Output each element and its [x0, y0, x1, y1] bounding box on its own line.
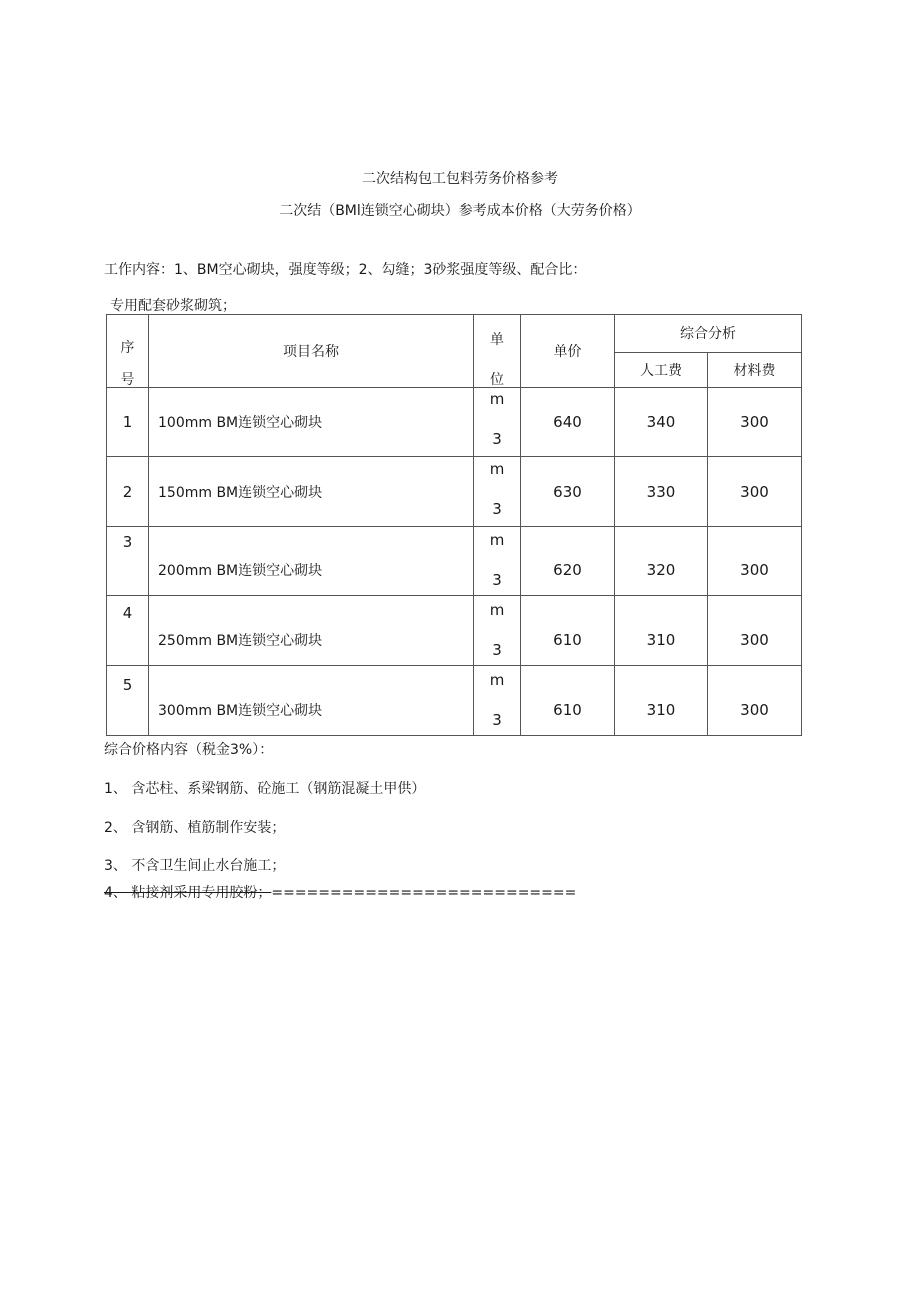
row-price: 610	[521, 666, 615, 736]
row-unit-top: m	[489, 459, 505, 478]
row-unit	[474, 596, 521, 666]
row-unit	[474, 666, 521, 736]
table-row	[107, 527, 802, 596]
row-labor: 310	[615, 596, 708, 666]
row-unit-bottom: 3	[492, 640, 502, 659]
row-unit-bottom: 3	[492, 499, 502, 518]
document-title: 二次结构包工包料劳务价格参考	[362, 171, 558, 187]
row-seq: 4	[107, 596, 149, 666]
row-labor: 310	[615, 666, 708, 736]
row-price: 620	[521, 527, 615, 596]
row-material: 300	[708, 457, 802, 527]
row-labor: 330	[615, 457, 708, 527]
row-material: 300	[708, 666, 802, 736]
header-labor: 人工费	[615, 352, 708, 388]
row-labor: 320	[615, 527, 708, 596]
row-seq: 5	[107, 666, 149, 736]
row-name: 150mm BM连锁空心砌块	[149, 457, 474, 527]
header-seq-bottom: 号	[120, 372, 135, 388]
row-seq: 1	[107, 388, 149, 457]
row-seq: 2	[107, 457, 149, 527]
row-unit-top: m	[489, 531, 505, 549]
row-unit	[474, 457, 521, 527]
header-unit-top: 单	[490, 332, 504, 348]
header-seq-top: 序	[120, 340, 135, 356]
note-item: 4、 粘接剂采用专用胶粉；	[104, 885, 272, 901]
document-subtitle: 二次结（BMl连锁空心砌块）参考成本价格（大劳务价格）	[279, 203, 641, 219]
price-content-title: 综合价格内容（税金3%）：	[104, 742, 274, 758]
header-unit-bottom: 位	[490, 372, 504, 388]
work-content-text: 工作内容：1、BM空心砌块，强度等级；2、勾缝；3砂浆强度等级、配合比：	[104, 262, 587, 278]
header-analysis: 综合分析	[615, 315, 802, 353]
price-table	[106, 314, 802, 736]
note-item-struck	[104, 882, 576, 902]
row-price: 640	[521, 388, 615, 457]
row-unit	[474, 527, 521, 596]
row-material: 300	[708, 388, 802, 457]
special-mortar-text: 专用配套砂浆砌筑；	[110, 298, 236, 314]
table-row	[107, 388, 802, 457]
row-unit-bottom: 3	[492, 571, 502, 589]
table-row	[107, 457, 802, 527]
row-name: 250mm BM连锁空心砌块	[149, 596, 474, 666]
row-unit-bottom: 3	[492, 430, 502, 448]
row-name: 300mm BM连锁空心砌块	[149, 666, 474, 736]
row-price: 630	[521, 457, 615, 527]
row-unit-top: m	[489, 390, 505, 408]
row-price: 610	[521, 596, 615, 666]
row-unit-bottom: 3	[492, 710, 502, 729]
header-seq	[107, 315, 149, 388]
note-item: 1、 含芯柱、系梁钢筋、砼施工（钢筋混凝土甲供）	[104, 781, 426, 797]
note-dashes: ==========================	[271, 885, 577, 901]
header-price: 单价	[521, 315, 615, 388]
note-item: 2、 含钢筋、植筋制作安装；	[104, 820, 286, 836]
row-name: 100mm BM连锁空心砌块	[149, 388, 474, 457]
header-name: 项目名称	[149, 315, 474, 388]
row-material: 300	[708, 596, 802, 666]
note-item: 3、 不含卫生间止水台施工；	[104, 858, 286, 874]
row-name: 200mm BM连锁空心砌块	[149, 527, 474, 596]
row-unit-top: m	[489, 600, 505, 619]
row-seq: 3	[107, 527, 149, 596]
row-unit	[474, 388, 521, 457]
header-material: 材料费	[708, 352, 802, 388]
row-labor: 340	[615, 388, 708, 457]
table-row	[107, 666, 802, 736]
header-unit	[474, 315, 521, 388]
row-material: 300	[708, 527, 802, 596]
table-row	[107, 596, 802, 666]
table-header-row	[107, 315, 802, 353]
row-unit-top: m	[489, 670, 505, 689]
